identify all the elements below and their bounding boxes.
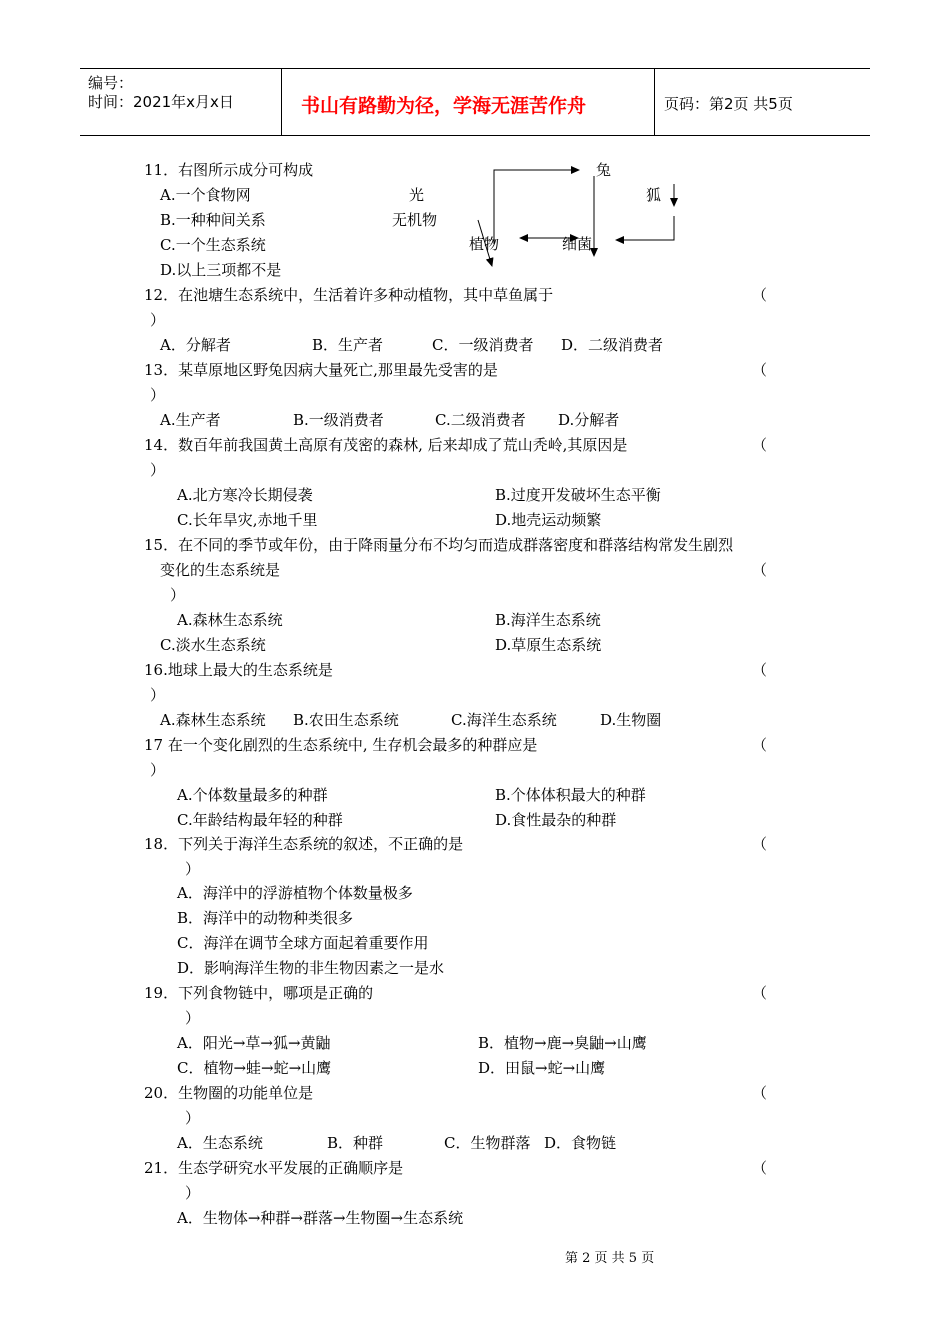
q19-option-b: B．植物→鹿→臭鼬→山鹰 xyxy=(478,1034,647,1052)
q11-option-b: B.一种种间关系 xyxy=(160,211,266,229)
q13-paren-left: （ xyxy=(752,361,768,379)
q18-option-b: B．海洋中的动物种类很多 xyxy=(177,909,354,927)
q16-option-c: C.海洋生态系统 xyxy=(451,711,557,729)
diagram-light: 光 xyxy=(409,186,425,204)
q20-option-d: D．食物链 xyxy=(544,1134,617,1152)
q16-option-d: D.生物圈 xyxy=(600,711,662,729)
q17-option-d: D.食性最杂的种群 xyxy=(495,811,617,829)
q14-option-c: C.长年旱灾,赤地千里 xyxy=(177,511,318,529)
q12-paren-left: （ xyxy=(752,286,768,304)
q21-stem: 21．生态学研究水平发展的正确顺序是 xyxy=(144,1159,404,1177)
q14-paren-right: ） xyxy=(150,461,166,479)
q15-paren-right: ） xyxy=(170,586,186,604)
q13-option-c: C.二级消费者 xyxy=(435,411,526,429)
q12-option-d: D．二级消费者 xyxy=(561,336,664,354)
q12-option-b: B．生产者 xyxy=(312,336,384,354)
q13-option-d: D.分解者 xyxy=(558,411,620,429)
q12-option-c: C．一级消费者 xyxy=(432,336,534,354)
q16-paren-left: （ xyxy=(752,661,768,679)
q15-option-c: C.淡水生态系统 xyxy=(160,636,266,654)
header-page-label: 页码：第2页 共5页 xyxy=(664,95,793,113)
q20-option-c: C．生物群落 xyxy=(444,1134,531,1152)
header-bottom-rule xyxy=(80,135,870,136)
q15-option-d: D.草原生态系统 xyxy=(495,636,602,654)
q18-option-c: C．海洋在调节全球方面起着重要作用 xyxy=(177,934,429,952)
q11-stem: 11．右图所示成分可构成 xyxy=(144,161,314,179)
header-top-rule xyxy=(80,68,870,69)
q19-stem: 19．下列食物链中，哪项是正确的 xyxy=(144,984,374,1002)
q13-option-b: B.一级消费者 xyxy=(293,411,384,429)
q15-stem: 15．在不同的季节或年份，由于降雨量分布不均匀而造成群落密度和群落结构常发生剧烈 xyxy=(144,536,734,554)
q20-paren-left: （ xyxy=(752,1084,768,1102)
q20-paren-right: ） xyxy=(185,1109,201,1127)
q12-paren-right: ） xyxy=(150,311,166,329)
q19-option-c: C．植物→蛙→蛇→山鹰 xyxy=(177,1059,332,1077)
diagram-plant: 植物 xyxy=(469,235,500,253)
q14-option-d: D.地壳运动频繁 xyxy=(495,511,602,529)
q20-option-a: A．生态系统 xyxy=(177,1134,263,1152)
q16-option-b: B.农田生态系统 xyxy=(293,711,399,729)
header-motto: 书山有路勤为径，学海无涯苦作舟 xyxy=(301,95,587,117)
q21-paren-left: （ xyxy=(752,1159,768,1177)
doc-number-label: 编号： xyxy=(88,74,134,92)
fox-to-bacteria-arrow xyxy=(616,216,674,240)
q19-paren-left: （ xyxy=(752,984,768,1002)
diagram-rabbit: 兔 xyxy=(596,161,612,179)
q11-option-c: C.一个生态系统 xyxy=(160,236,266,254)
q17-paren-left: （ xyxy=(752,736,768,754)
diagram-bacteria: 细菌 xyxy=(562,235,593,253)
q17-paren-right: ） xyxy=(150,761,166,779)
diagram-fox: 狐 xyxy=(646,186,662,204)
q17-option-a: A.个体数量最多的种群 xyxy=(177,786,328,804)
q18-option-d: D．影响海洋生物的非生物因素之一是水 xyxy=(177,959,445,977)
q17-option-b: B.个体体积最大的种群 xyxy=(495,786,646,804)
q12-option-a: A．分解者 xyxy=(160,336,231,354)
q13-option-a: A.生产者 xyxy=(160,411,221,429)
q12-stem: 12．在池塘生态系统中，生活着许多种动植物，其中草鱼属于 xyxy=(144,286,554,304)
q15-option-b: B.海洋生态系统 xyxy=(495,611,601,629)
q14-option-a: A.北方寒冷长期侵袭 xyxy=(177,486,313,504)
q14-paren-left: （ xyxy=(752,436,768,454)
q19-option-a: A．阳光→草→狐→黄鼬 xyxy=(177,1034,331,1052)
q17-stem: 17 在一个变化剧烈的生态系统中, 生存机会最多的种群应是 xyxy=(144,736,538,754)
q18-paren-left: （ xyxy=(752,835,768,853)
food-web-diagram xyxy=(470,160,690,280)
header-divider-2 xyxy=(654,68,655,136)
q15-stem-line2: 变化的生态系统是 xyxy=(160,561,281,579)
header-divider-1 xyxy=(281,68,282,136)
q14-option-b: B.过度开发破坏生态平衡 xyxy=(495,486,661,504)
q19-paren-right: ） xyxy=(185,1009,201,1027)
q16-paren-right: ） xyxy=(150,686,166,704)
q11-option-d: D.以上三项都不是 xyxy=(160,261,282,279)
q21-paren-right: ） xyxy=(185,1184,201,1202)
doc-time-label: 时间：2021年x月x日 xyxy=(88,93,234,111)
q18-stem: 18．下列关于海洋生态系统的叙述，不正确的是 xyxy=(144,835,464,853)
q16-stem: 16.地球上最大的生态系统是 xyxy=(144,661,333,679)
q18-option-a: A．海洋中的浮游植物个体数量极多 xyxy=(177,884,413,902)
q20-option-b: B．种群 xyxy=(327,1134,384,1152)
q17-option-c: C.年龄结构最年轻的种群 xyxy=(177,811,343,829)
q13-stem: 13．某草原地区野兔因病大量死亡,那里最先受害的是 xyxy=(144,361,498,379)
q15-paren-left: （ xyxy=(752,561,768,579)
q14-stem: 14．数百年前我国黄土高原有茂密的森林, 后来却成了荒山秃岭,其原因是 xyxy=(144,436,628,454)
q13-paren-right: ） xyxy=(150,386,166,404)
page-footer: 第 2 页 共 5 页 xyxy=(565,1251,655,1266)
q11-option-a: A.一个食物网 xyxy=(160,186,251,204)
q16-option-a: A.森林生态系统 xyxy=(160,711,266,729)
diagram-inorganic: 无机物 xyxy=(392,211,438,229)
q15-option-a: A.森林生态系统 xyxy=(177,611,283,629)
q20-stem: 20．生物圈的功能单位是 xyxy=(144,1084,314,1102)
q19-option-d: D．田鼠→蛇→山鹰 xyxy=(478,1059,606,1077)
q21-option-a: A．生物体→种群→群落→生物圈→生态系统 xyxy=(177,1209,464,1227)
q18-paren-right: ） xyxy=(185,860,201,878)
